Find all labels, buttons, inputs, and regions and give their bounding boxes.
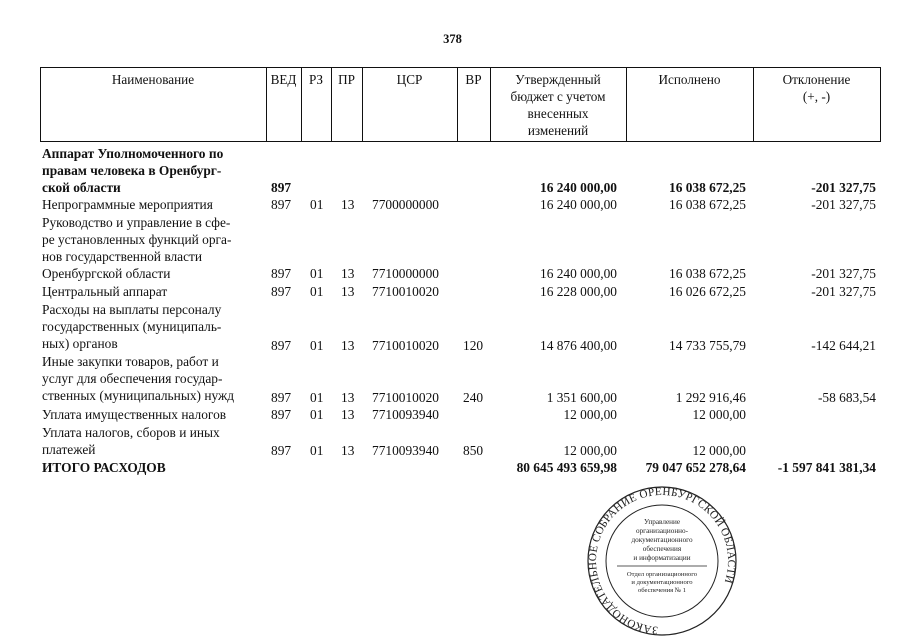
header-pr: ПР [338, 72, 355, 87]
row-executed: 16 038 672,25 [669, 180, 746, 195]
row-deviation: -142 644,21 [811, 338, 876, 353]
row-executed: 79 047 652 278,64 [645, 460, 746, 475]
row-csr: 7710010020 [372, 338, 439, 353]
row-name: Иные закупки товаров, работ и услуг для обеспечения государ- ственных (муниципальных) нужд [42, 354, 235, 403]
row-pr: 13 [341, 197, 355, 212]
stamp-line: Управление [643, 518, 681, 526]
row-csr: 7710093940 [372, 443, 439, 458]
row-rz: 01 [310, 338, 324, 353]
row-budget: 14 876 400,00 [540, 338, 617, 353]
row-pr: 13 [341, 390, 355, 405]
stamp-line: организационно- [635, 527, 689, 535]
row-csr: 7710010020 [372, 284, 439, 299]
row-ved: 897 [271, 197, 292, 212]
header-executed: Исполнено [658, 72, 721, 87]
header-ved: ВЕД [270, 72, 297, 87]
row-budget: 16 240 000,00 [540, 180, 617, 195]
row-name: Уплата имущественных налогов [42, 407, 227, 422]
row-executed: 16 038 672,25 [669, 266, 746, 281]
row-name: Руководство и управление в сфе- ре установленных функций орга- нов государственной власти Оренбургской области [42, 215, 232, 281]
row-name: Аппарат Уполномоченного по правам человека в Оренбург- ской области [42, 146, 224, 195]
row-ved: 897 [271, 180, 292, 195]
stamp-line: Отдел организационного [626, 571, 698, 578]
row-executed: 14 733 755,79 [669, 338, 746, 353]
row-rz: 01 [310, 443, 324, 458]
header-csr: ЦСР [396, 72, 423, 87]
row-rz: 01 [310, 407, 324, 422]
row-name: Уплата налогов, сборов и иных платежей [42, 425, 220, 457]
row-executed: 16 026 672,25 [669, 284, 746, 299]
row-budget: 16 228 000,00 [540, 284, 617, 299]
row-ved: 897 [271, 284, 292, 299]
stamp-ring-text: ЗАКОНОДАТЕЛЬНОЕ СОБРАНИЕ ОРЕНБУРГСКОЙ ОБЛАСТИ [586, 486, 738, 636]
row-pr: 13 [341, 443, 355, 458]
row-budget: 80 645 493 659,98 [516, 460, 617, 475]
stamp-line: обеспечения № 1 [637, 587, 687, 594]
row-vr: 850 [463, 443, 484, 458]
row-name: Расходы на выплаты персоналу государственных (муниципаль- ных) органов [42, 302, 222, 351]
row-budget: 16 240 000,00 [540, 266, 617, 281]
header-deviation: Отклонение (+, -) [782, 72, 851, 104]
row-deviation: -201 327,75 [811, 266, 876, 281]
row-budget: 1 351 600,00 [546, 390, 617, 405]
row-name: ИТОГО РАСХОДОВ [42, 460, 166, 475]
row-csr: 7710093940 [372, 407, 439, 422]
page-number: 378 [443, 32, 462, 46]
row-executed: 16 038 672,25 [669, 197, 746, 212]
row-ved: 897 [271, 338, 292, 353]
row-rz: 01 [310, 266, 324, 281]
row-executed: 12 000,00 [692, 443, 746, 458]
row-ved: 897 [271, 390, 292, 405]
official-stamp [583, 486, 741, 638]
row-deviation: -201 327,75 [811, 180, 876, 195]
row-pr: 13 [341, 266, 355, 281]
row-pr: 13 [341, 407, 355, 422]
header-rz: РЗ [308, 72, 324, 87]
row-executed: 12 000,00 [692, 407, 746, 422]
row-deviation: -58 683,54 [817, 390, 876, 405]
row-rz: 01 [310, 197, 324, 212]
row-ved: 897 [271, 443, 292, 458]
row-executed: 1 292 916,46 [675, 390, 746, 405]
header-vr: ВР [465, 72, 482, 87]
row-name: Непрограммные мероприятия [42, 197, 213, 212]
row-vr: 120 [463, 338, 484, 353]
header-name: Наименование [111, 72, 195, 87]
row-vr: 240 [463, 390, 484, 405]
header-budget: Утвержденный бюджет с учетом внесенных изменений [510, 72, 606, 138]
stamp-line: документационного [631, 536, 693, 544]
row-csr: 7700000000 [372, 197, 439, 212]
row-pr: 13 [341, 338, 355, 353]
row-deviation: -201 327,75 [811, 284, 876, 299]
row-csr: 7710010020 [372, 390, 439, 405]
row-name: Центральный аппарат [42, 284, 168, 299]
row-deviation: -201 327,75 [811, 197, 876, 212]
stamp-line: и информатизации [633, 554, 691, 562]
row-budget: 16 240 000,00 [540, 197, 617, 212]
row-ved: 897 [271, 266, 292, 281]
row-deviation: -1 597 841 381,34 [777, 460, 876, 475]
row-ved: 897 [271, 407, 292, 422]
row-rz: 01 [310, 390, 324, 405]
row-rz: 01 [310, 284, 324, 299]
row-csr: 7710000000 [372, 266, 439, 281]
row-budget: 12 000,00 [563, 443, 617, 458]
row-pr: 13 [341, 284, 355, 299]
stamp-line: обеспечения [642, 545, 682, 553]
row-budget: 12 000,00 [563, 407, 617, 422]
stamp-line: и документационного [631, 579, 693, 586]
